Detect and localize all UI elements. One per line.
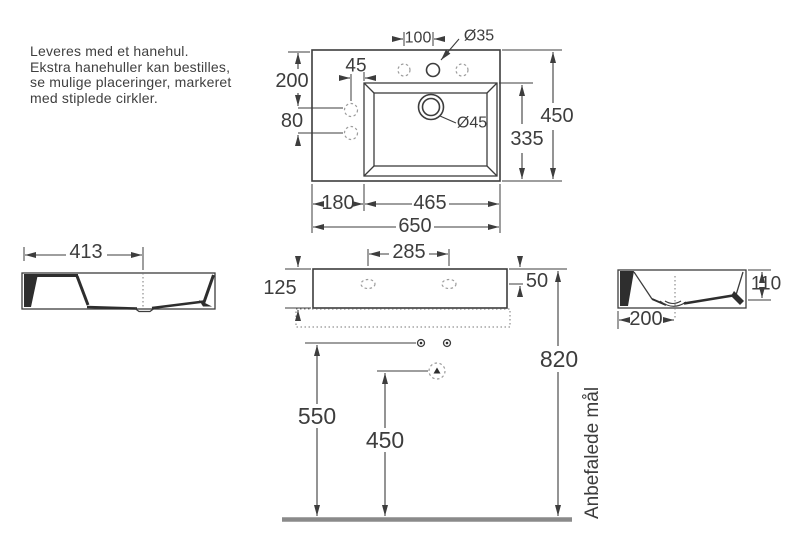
dim-basin-depth: 335: [510, 128, 544, 150]
basin-bottom-section: [684, 295, 736, 304]
dim-rim-height: 50: [525, 270, 549, 292]
wall-section: [620, 271, 634, 306]
optional-hole-front: [442, 280, 456, 289]
optional-tap-hole: [345, 104, 358, 117]
dim-drain-center-from-left: 413: [69, 241, 103, 263]
dim-total-depth: 450: [540, 105, 574, 127]
wall-section: [203, 275, 214, 305]
basin-wall-section: [77, 276, 88, 305]
dim-left-section-width: 180: [321, 192, 355, 214]
basin-wall-line: [634, 272, 652, 299]
note-line: Leveres med et hanehul.: [30, 43, 189, 59]
lip-foot: [731, 291, 744, 305]
optional-tap-hole: [398, 64, 410, 76]
dim-drain-diameter: Ø45: [456, 114, 488, 132]
hidden-shelf-outline: [296, 309, 510, 327]
note-line: se mulige placeringer, markeret: [30, 74, 232, 90]
basin-bottom-section: [87, 307, 137, 309]
top-view: [275, 28, 573, 238]
dim-hole-diameter: Ø35: [463, 27, 495, 45]
drain-curves: [660, 301, 686, 306]
dim-supply-height: 550: [297, 403, 337, 429]
dim-hole-spacing: 100: [404, 29, 432, 47]
water-supply-dot: [446, 342, 449, 345]
waste-outlet-marker: [434, 368, 441, 374]
recommended-dimensions-label: Anbefalede mål: [582, 386, 603, 519]
left-side-view: [22, 241, 215, 312]
dim-drain-center-from-front: 200: [629, 308, 663, 330]
optional-tap-hole: [345, 127, 358, 140]
basin-bottom-section: [152, 302, 204, 309]
water-supply-dot: [420, 342, 423, 345]
note-line: Ekstra hanehuller kan bestilles,: [30, 58, 231, 75]
optional-tap-hole: [456, 64, 468, 76]
note-line: med stiplede cirkler.: [30, 89, 158, 106]
dim-back-hole-spacing: 285: [392, 241, 426, 263]
drain-leader-line: [440, 116, 456, 123]
wall-section: [24, 274, 38, 307]
dim-front-height: 125: [263, 277, 297, 299]
dim-total-width: 650: [398, 215, 432, 237]
right-side-view: [618, 270, 781, 330]
dim-rim-height-above-floor: 820: [539, 346, 579, 372]
product-note: [30, 44, 232, 106]
dim-side-hole-gap: 80: [280, 110, 304, 132]
tap-hole: [427, 64, 440, 77]
optional-hole-front: [361, 280, 375, 289]
drain-hole-inner: [423, 99, 440, 116]
front-outline: [313, 269, 507, 308]
dim-front-edge-height: 110: [750, 273, 782, 295]
front-lip-line: [736, 272, 743, 295]
dim-top-edge-to-side-hole: 200: [275, 70, 309, 92]
dim-basin-width: 465: [413, 192, 447, 214]
dim-side-hole-to-basin: 45: [345, 55, 367, 77]
dim-drain-height: 450: [365, 427, 405, 453]
front-view: [263, 241, 567, 327]
